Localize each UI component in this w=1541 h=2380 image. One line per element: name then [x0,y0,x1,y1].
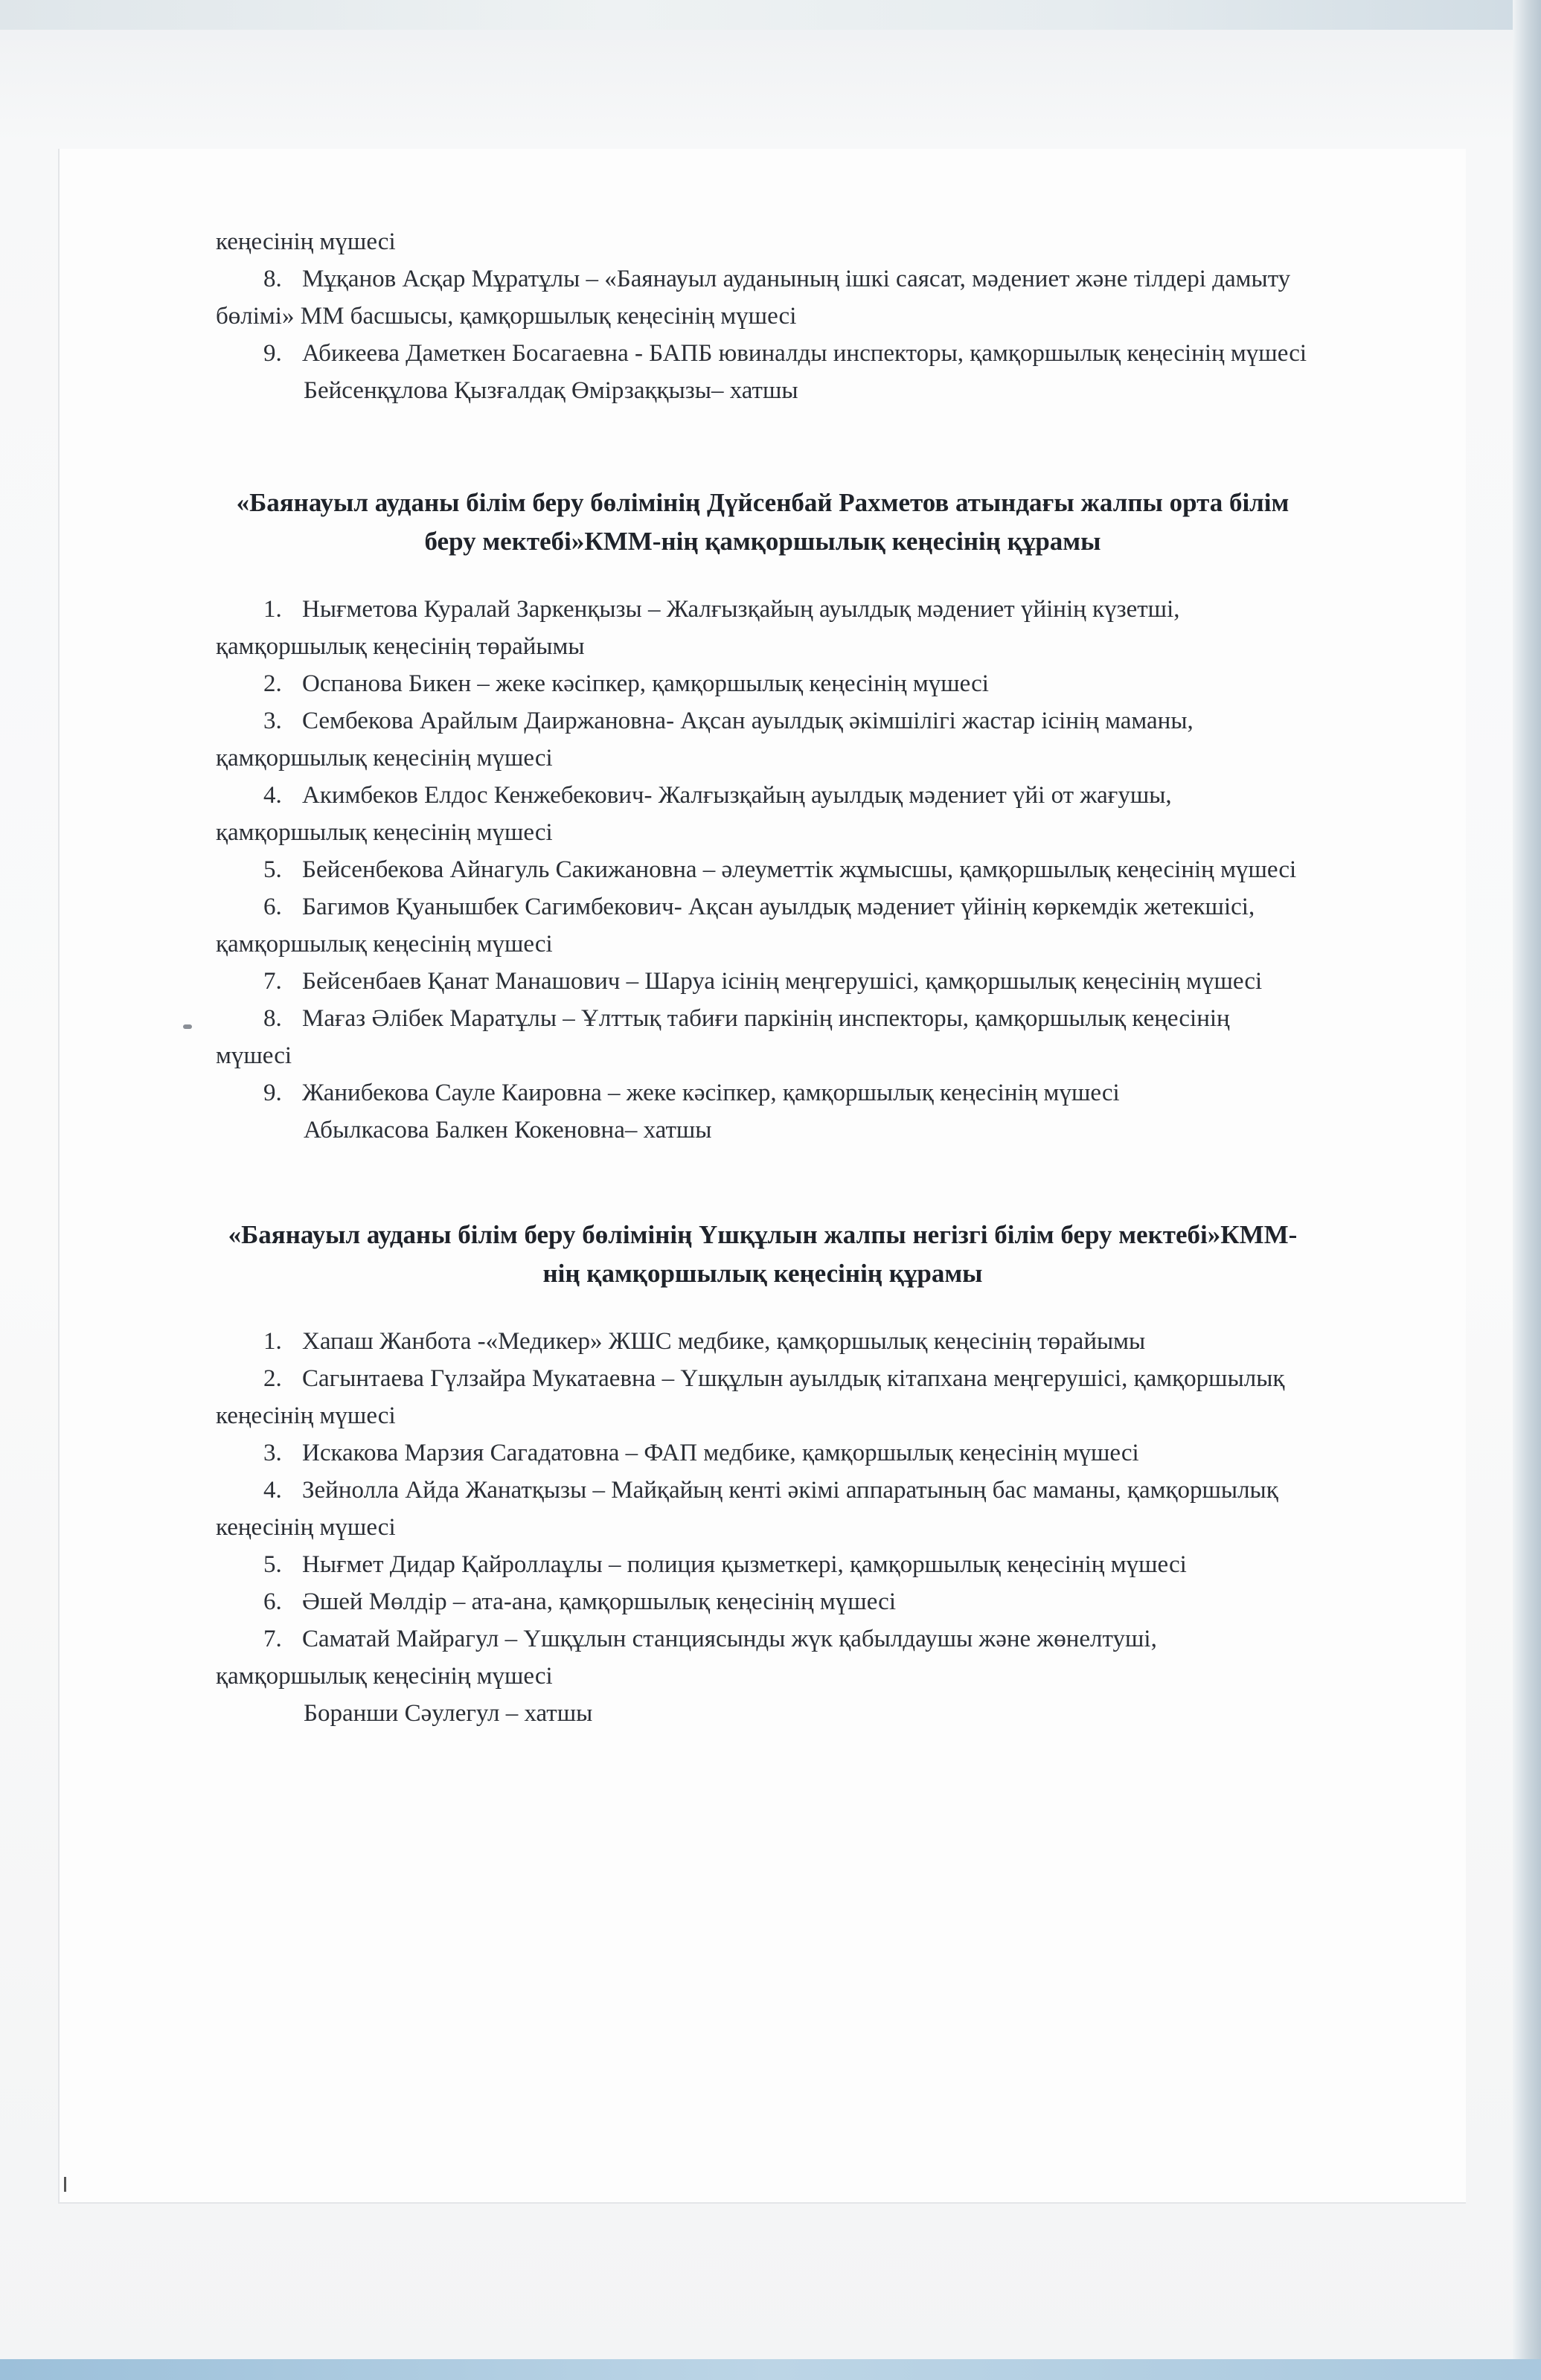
member-number: 3. [263,708,282,734]
council-member-list [216,1323,1310,1695]
member-item [216,1000,1310,1074]
member-number: 6. [263,894,282,920]
member-item [216,963,1310,1000]
member-text: Бейсенбекова Айнагуль Сакижановна – әлеуметтік жұмысшы, қамқоршылық кеңесінің мүшесі [302,856,1297,883]
member-item [216,777,1310,851]
member-number: 8. [263,1005,282,1032]
member-item [216,1434,1310,1472]
member-item [216,1546,1310,1583]
member-item [216,888,1310,963]
member-text: Бейсенбаев Қанат Манашович – Шаруа ісінің меңгерушісі, қамқоршылық кеңесінің мүшесі [302,968,1263,995]
member-number: 8. [263,266,282,292]
member-number: 7. [263,1626,282,1652]
member-number: 5. [263,856,282,883]
member-text: Әшей Мөлдір – ата-ана, қамқоршылық кеңесінің мүшесі [302,1588,896,1615]
member-text: Искакова Марзия Сагадатовна – ФАП медбике, қамқоршылық кеңесінің мүшесі [302,1440,1139,1466]
member-text: Жанибекова Сауле Каировна – жеке кәсіпкер, қамқоршылық кеңесінің мүшесі [302,1080,1120,1106]
member-text: Саматай Майрагул – Үшқұлын станциясынды жүк қабылдаушы және жөнелтуші, қамқоршылық кеңесінің мүшесі [216,1626,1157,1690]
member-text: Акимбеков Елдос Кенжебекович- Жалғызқайың ауылдық мәдениет үйі от жағушы, қамқоршылық кеңесінің мүшесі [216,782,1172,846]
member-text: Нығмет Дидар Қайроллаұлы – полиция қызметкері, қамқоршылық кеңесінің мүшесі [302,1551,1187,1578]
section-title: «Баянауыл ауданы білім беру бөлімінің Дүйсенбай Рахметов атындағы жалпы орта білім беру мектебі»КММ-нің қамқоршылық кеңесінің құрамы [236,488,1289,556]
member-text: Мағаз Әлібек Маратұлы – Ұлттық табиғи паркінің инспекторы, қамқоршылық кеңесінің мүшесі [216,1005,1230,1069]
member-item [216,1360,1310,1434]
member-number: 9. [263,1080,282,1106]
member-number: 4. [263,1477,282,1504]
scan-top-edge [0,0,1541,30]
member-item [216,591,1310,665]
continuation-lead-line: кеңесінің мүшесі [216,228,396,255]
member-number: 5. [263,1551,282,1578]
member-text: Сагынтаева Гүлзайра Мукатаевна – Үшқұлын ауылдық кітапхана меңгерушісі, қамқоршылық кеңесінің мүшесі [216,1365,1285,1429]
member-text: Зейнолла Айда Жанатқызы – Майқайың кенті әкімі аппаратының бас маманы, қамқоршылық кеңесінің мүшесі [216,1477,1278,1541]
member-item [216,1620,1310,1695]
scan-bottom-edge [0,2359,1541,2380]
continuation-member-list [216,260,1310,372]
member-text: Абикеева Даметкен Босагаевна - БАПБ ювиналды инспекторы, қамқоршылық кеңесінің мүшесі [302,340,1307,367]
member-text: Мұқанов Асқар Мұратұлы – «Баянауыл ауданының ішкі саясат, мәдениет және тілдері дамыту бөлімі» ММ басшысы, қамқоршылық кеңесінің мүшесі [216,266,1291,330]
member-number: 9. [263,340,282,367]
member-item [216,1323,1310,1360]
document-content [216,223,1310,1732]
section-title: «Баянауыл ауданы білім беру бөлімінің Үшқұлын жалпы негізгі білім беру мектебі»КММ-нің қамқоршылық кеңесінің құрамы [228,1220,1298,1288]
scan-margin-mark [64,2177,66,2192]
member-number: 7. [263,968,282,995]
scan-right-edge [1513,0,1541,2380]
member-text: Хапаш Жанбота -«Медикер» ЖШС медбике, қамқоршылық кеңесінің төрайымы [302,1328,1146,1355]
scan-speck [183,1024,192,1029]
member-item [216,335,1310,372]
council-member-list [216,591,1310,1112]
member-number: 1. [263,1328,282,1355]
member-item [216,1583,1310,1620]
member-item [216,1074,1310,1112]
member-text: Багимов Қуанышбек Сагимбекович- Ақсан ауылдық мәдениет үйінің көркемдік жетекшісі, қамқоршылық кеңесінің мүшесі [216,894,1255,958]
member-item [216,1472,1310,1546]
member-text: Сембекова Арайлым Даиржановна- Ақсан ауылдық әкімшілігі жастар ісінің маманы, қамқоршылық кеңесінің мүшесі [216,708,1194,772]
member-item [216,260,1310,335]
member-item [216,702,1310,777]
secretary-line: Боранши Сәулегул – хатшы [304,1700,593,1727]
member-number: 2. [263,1365,282,1392]
member-item [216,665,1310,702]
member-text: Нығметова Куралай Заркенқызы – Жалғызқайың ауылдық мәдениет үйінің күзетші, қамқоршылық кеңесінің төрайымы [216,596,1180,660]
member-number: 6. [263,1588,282,1615]
member-number: 1. [263,596,282,623]
member-item [216,851,1310,888]
member-number: 2. [263,670,282,697]
secretary-line: Бейсенқұлова Қызғалдақ Өмірзаққызы– хатшы [304,377,798,404]
member-number: 3. [263,1440,282,1466]
secretary-line: Абылкасова Балкен Кокеновна– хатшы [304,1117,712,1144]
member-number: 4. [263,782,282,809]
member-text: Оспанова Бикен – жеке кәсіпкер, қамқоршылық кеңесінің мүшесі [302,670,989,697]
